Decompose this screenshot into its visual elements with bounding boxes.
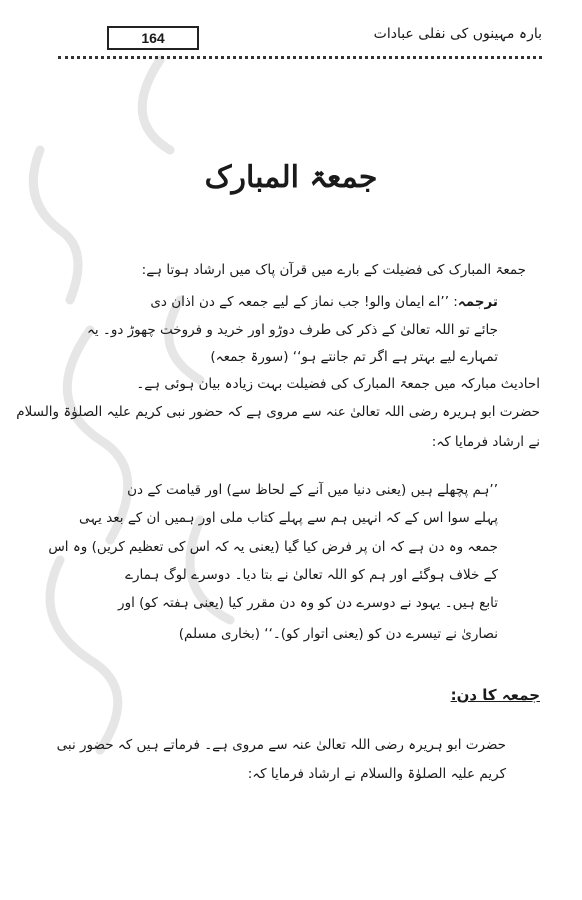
hadith-line-1: ’’ہم پچھلے ہیں (یعنی دنیا میں آنے کے لحاظ سے) اور قیامت کے دن xyxy=(127,482,498,498)
translation-label: ترجمہ xyxy=(457,294,498,310)
hadith-line-5: تابع ہیں۔ یہود نے دوسرے دن کو وہ دن مقرر کیا (یعنی ہفتہ کو) اور xyxy=(118,595,498,611)
hadith-line-4: کے خلاف ہوگئے اور ہم کو اللہ تعالیٰ نے بتا دیا۔ دوسرے لوگ ہمارے xyxy=(125,567,498,583)
translation-line-1: ترجمہ: ’’اے ایمان والو! جب نماز کے لیے جمعہ کے دن اذان دی xyxy=(150,294,498,310)
section-heading: جمعہ کا دن: xyxy=(450,686,540,704)
chapter-title: جمعۃ المبارک xyxy=(204,160,378,195)
hadith-line-3: جمعہ وہ دن ہے کہ ان پر فرض کیا گیا (یعنی یہ کہ اس کی تعظیم کریں) وہ اس xyxy=(48,539,498,555)
paragraph1-line-2: حضرت ابو ہریرہ رضی اللہ تعالیٰ عنہ سے مروی ہے کہ حضور نبی کریم علیہ الصلوٰۃ والسلام xyxy=(16,404,540,420)
translation-line-3: تمہارے لیے بہتر ہے اگر تم جانتے ہو‘‘ (سورۃ جمعہ) xyxy=(210,349,498,365)
translation-line-2: جائے تو اللہ تعالیٰ کے ذکر کی طرف دوڑو اور خرید و فروخت چھوڑ دو۔ یہ xyxy=(86,322,498,338)
hadith-line-2: پہلے سوا اس کے کہ انہیں ہم سے پہلے کتاب ملی اور ہمیں ان کے بعد یہی xyxy=(79,510,498,526)
page-header xyxy=(60,16,542,56)
page-number: 164 xyxy=(107,26,199,50)
paragraph1-line-1: احادیث مبارکہ میں جمعۃ المبارک کی فضیلت بہت زیادہ بیان ہوئی ہے۔ xyxy=(136,376,540,392)
intro-text: جمعۃ المبارک کی فضیلت کے بارے میں قرآن پاک میں ارشاد ہوتا ہے: xyxy=(141,262,526,278)
paragraph2-line-2: کریم علیہ الصلوٰۃ والسلام نے ارشاد فرمایا کہ: xyxy=(247,766,506,782)
hadith-line-6: نصاریٰ نے تیسرے دن کو (یعنی اتوار کو)۔‘‘ (بخاری مسلم) xyxy=(178,626,498,642)
paragraph1-line-3: نے ارشاد فرمایا کہ: xyxy=(431,434,540,450)
header-divider xyxy=(58,56,542,59)
paragraph2-line-1: حضرت ابو ہریرہ رضی اللہ تعالیٰ عنہ سے مروی ہے۔ فرماتے ہیں کہ حضور نبی xyxy=(56,737,506,753)
running-title: بارہ مہینوں کی نفلی عبادات xyxy=(373,26,542,42)
